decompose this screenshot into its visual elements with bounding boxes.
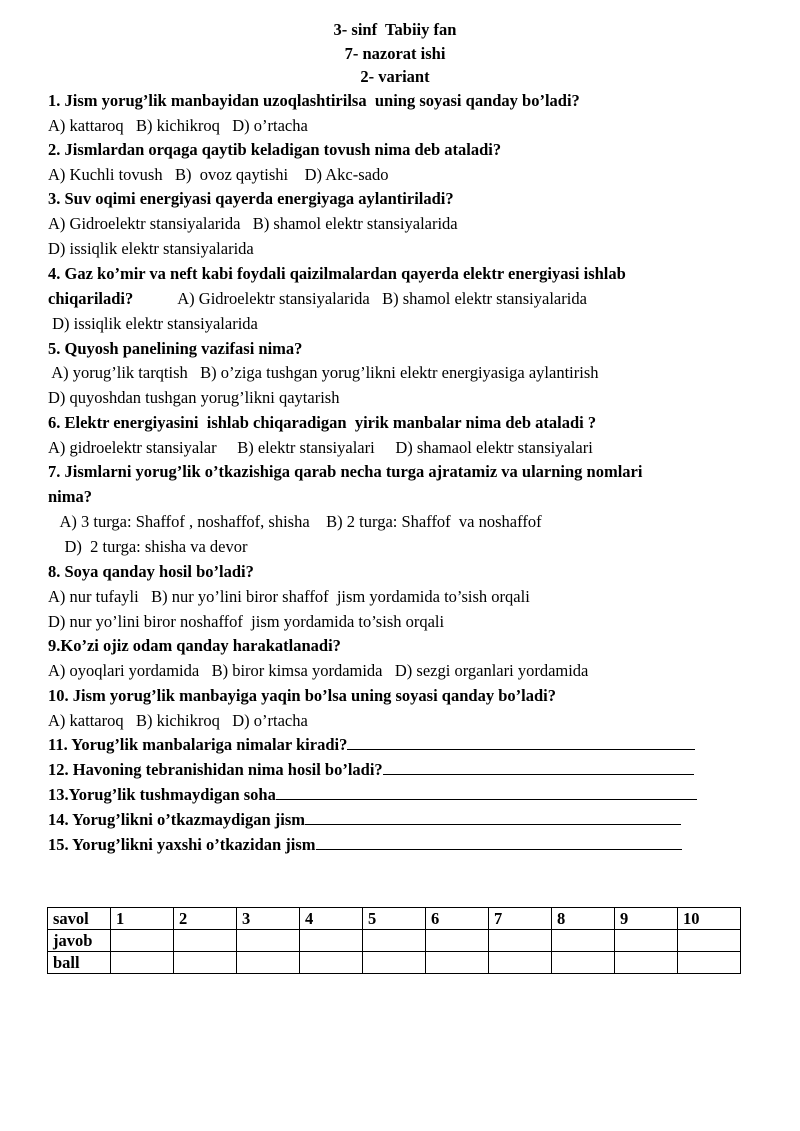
question-2: 2. Jismlardan orqaga qaytib keladigan tovush nima deb ataladi? xyxy=(48,140,502,159)
answers-1: A) kattaroq B) kichikroq D) o’rtacha xyxy=(48,116,308,135)
column-header: 10 xyxy=(678,908,741,930)
answer-cell[interactable] xyxy=(363,930,426,952)
answers-8b: D) nur yo’lini biror noshaffof jism yordamida to’sish orqali xyxy=(48,612,445,631)
question-7: 7. Jismlarni yorug’lik o’tkazishiga qarab necha turga ajratamiz va ularning nomlari xyxy=(48,462,643,481)
question-4-line2 xyxy=(48,288,587,310)
answers-6: A) gidroelektr stansiyalar B) elektr stansiyalari D) shamaol elektr stansiyalari xyxy=(48,438,593,457)
open-question-11 xyxy=(48,734,695,756)
answer-blank-15[interactable] xyxy=(316,834,682,850)
table-row-javob xyxy=(48,930,741,952)
answers-4: D) issiqlik elektr stansiyalarida xyxy=(48,314,258,333)
score-cell[interactable] xyxy=(174,952,237,974)
answer-cell[interactable] xyxy=(678,930,741,952)
answers-9: A) oyoqlari yordamida B) biror kimsa yordamida D) sezgi organlari yordamida xyxy=(48,661,589,680)
column-header: 6 xyxy=(426,908,489,930)
question-8: 8. Soya qanday hosil bo’ladi? xyxy=(48,562,254,581)
answers-5b: D) quyoshdan tushgan yorug’likni qaytarish xyxy=(48,388,340,407)
score-cell[interactable] xyxy=(489,952,552,974)
column-header: 9 xyxy=(615,908,678,930)
question-5: 5. Quyosh panelining vazifasi nima? xyxy=(48,339,303,358)
answers-7a: A) 3 turga: Shaffof , noshaffof, shisha B) 2 turga: Shaffof va noshaffof xyxy=(48,512,542,531)
answers-3b: D) issiqlik elektr stansiyalarida xyxy=(48,239,254,258)
column-header: 7 xyxy=(489,908,552,930)
answer-cell[interactable] xyxy=(426,930,489,952)
open-question-14 xyxy=(48,809,681,831)
question-1: 1. Jism yorug’lik manbayidan uzoqlashtirilsa uning soyasi qanday bo’ladi? xyxy=(48,91,580,110)
question-10: 10. Jism yorug’lik manbayiga yaqin bo’lsa uning soyasi qanday bo’ladi? xyxy=(48,686,556,705)
score-cell[interactable] xyxy=(237,952,300,974)
score-cell[interactable] xyxy=(552,952,615,974)
column-header: 1 xyxy=(111,908,174,930)
question-7-continued: nima? xyxy=(48,487,93,506)
question-4: 4. Gaz ko’mir va neft kabi foydali qaizilmalardan qayerda elektr energiyasi ishlab xyxy=(48,264,626,283)
answer-blank-11[interactable] xyxy=(347,734,695,750)
answer-cell[interactable] xyxy=(489,930,552,952)
open-question-12-text: 12. Havoning tebranishidan nima hosil bo’ladi? xyxy=(48,760,383,779)
column-header: 8 xyxy=(552,908,615,930)
column-header: 2 xyxy=(174,908,237,930)
score-cell[interactable] xyxy=(111,952,174,974)
score-cell[interactable] xyxy=(363,952,426,974)
question-4-continued: chiqariladi? xyxy=(48,289,134,308)
answers-5a: A) yorug’lik tarqtish B) o’ziga tushgan yorug’likni elektr energiyasiga aylantirish xyxy=(48,363,599,382)
answer-blank-13[interactable] xyxy=(276,784,697,800)
row-label-ball: ball xyxy=(48,952,111,974)
answer-cell[interactable] xyxy=(111,930,174,952)
answers-2: A) Kuchli tovush B) ovoz qaytishi D) Akc-sado xyxy=(48,165,389,184)
answer-cell[interactable] xyxy=(552,930,615,952)
open-question-11-text: 11. Yorug’lik manbalariga nimalar kiradi? xyxy=(48,735,348,754)
question-6: 6. Elektr energiyasini ishlab chiqaradigan yirik manbalar nima deb ataladi ? xyxy=(48,413,597,432)
column-header: 3 xyxy=(237,908,300,930)
answer-blank-14[interactable] xyxy=(305,809,681,825)
score-cell[interactable] xyxy=(300,952,363,974)
row-label-javob: javob xyxy=(48,930,111,952)
open-question-12 xyxy=(48,759,694,781)
title-test-number: 7- nazorat ishi xyxy=(344,44,446,63)
title-subject: 3- sinf Tabiiy fan xyxy=(333,20,457,39)
score-cell[interactable] xyxy=(678,952,741,974)
answer-cell[interactable] xyxy=(237,930,300,952)
answer-table xyxy=(47,907,741,974)
table-row-ball xyxy=(48,952,741,974)
answer-cell[interactable] xyxy=(174,930,237,952)
answers-3a: A) Gidroelektr stansiyalarida B) shamol elektr stansiyalarida xyxy=(48,214,458,233)
question-9: 9.Ko’zi ojiz odam qanday harakatlanadi? xyxy=(48,636,341,655)
table-row-savol xyxy=(48,908,741,930)
answer-cell[interactable] xyxy=(300,930,363,952)
open-question-13 xyxy=(48,784,697,806)
score-cell[interactable] xyxy=(426,952,489,974)
answer-blank-12[interactable] xyxy=(383,759,694,775)
open-question-13-text: 13.Yorug’lik tushmaydigan soha xyxy=(48,785,276,804)
answers-8a: A) nur tufayli B) nur yo’lini biror shaffof jism yordamida to’sish orqali xyxy=(48,587,530,606)
score-cell[interactable] xyxy=(615,952,678,974)
column-header: 4 xyxy=(300,908,363,930)
answers-4-inline: A) Gidroelektr stansiyalarida B) shamol elektr stansiyalarida xyxy=(177,289,587,308)
row-label-savol: savol xyxy=(48,908,111,930)
answers-7b: D) 2 turga: shisha va devor xyxy=(48,537,248,556)
open-question-15 xyxy=(48,834,682,856)
open-question-14-text: 14. Yorug’likni o’tkazmaydigan jism xyxy=(48,810,305,829)
open-question-15-text: 15. Yorug’likni yaxshi o’tkazidan jism xyxy=(48,835,316,854)
answers-10: A) kattaroq B) kichikroq D) o’rtacha xyxy=(48,711,308,730)
title-variant: 2- variant xyxy=(360,67,430,86)
column-header: 5 xyxy=(363,908,426,930)
answer-cell[interactable] xyxy=(615,930,678,952)
question-3: 3. Suv oqimi energiyasi qayerda energiyaga aylantiriladi? xyxy=(48,189,454,208)
